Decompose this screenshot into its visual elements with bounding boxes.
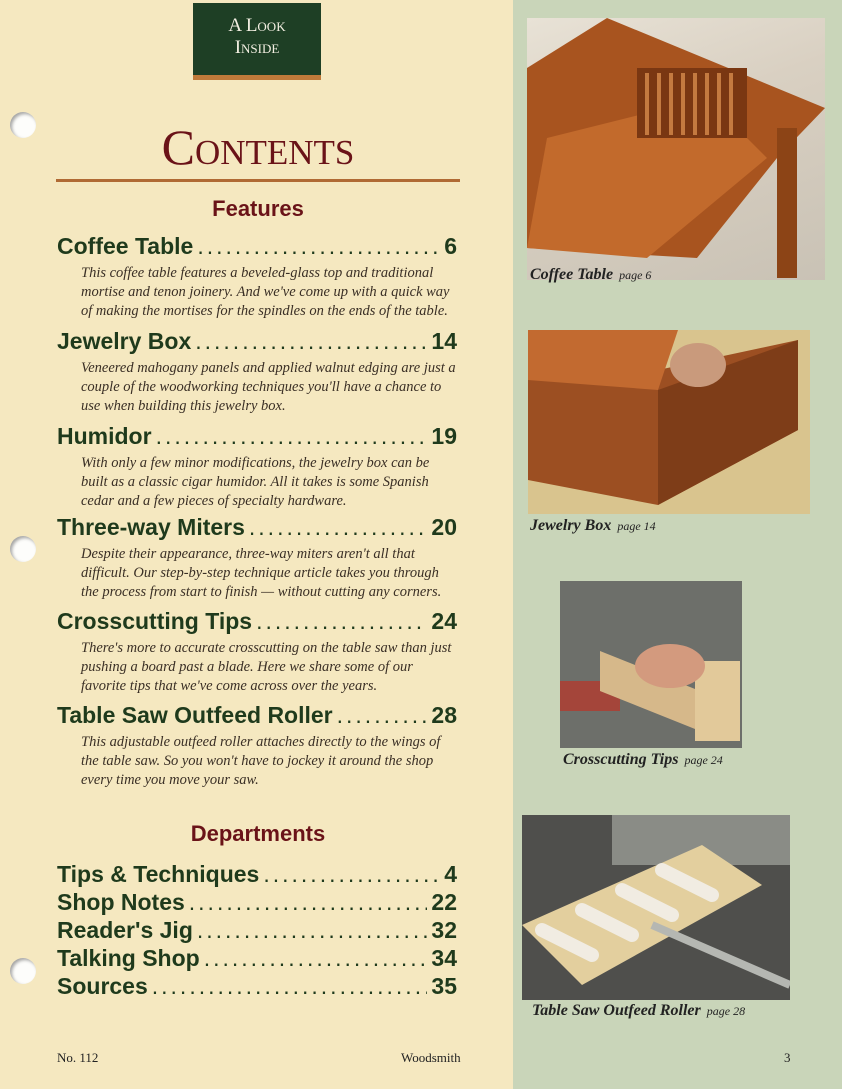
photo-caption bbox=[530, 517, 656, 535]
feature-entry[interactable] bbox=[57, 232, 457, 321]
caption-page: page 14 bbox=[617, 519, 656, 533]
title-divider bbox=[56, 179, 460, 182]
dot-leader bbox=[195, 327, 427, 355]
entry-page: 22 bbox=[431, 889, 457, 915]
department-entry[interactable] bbox=[57, 916, 457, 944]
badge-line: A Look bbox=[228, 15, 286, 36]
entry-page: 34 bbox=[431, 945, 457, 971]
caption-title: Table Saw Outfeed Roller bbox=[532, 1002, 701, 1019]
entry-page: 35 bbox=[431, 973, 457, 999]
entry-title: Humidor bbox=[57, 423, 152, 449]
caption-page: page 6 bbox=[619, 268, 652, 282]
badge-line: Inside bbox=[234, 37, 280, 58]
entry-title: Shop Notes bbox=[57, 889, 185, 915]
entry-description: This adjustable outfeed roller attaches directly to the wings of the table saw. So you won't have to jockey it around the shop every time you move your saw. bbox=[81, 734, 441, 788]
caption-page: page 28 bbox=[706, 1004, 746, 1018]
departments-list bbox=[57, 860, 457, 1000]
crosscutting-tips-photo bbox=[560, 581, 742, 748]
feature-entry[interactable] bbox=[57, 701, 457, 790]
photo-caption bbox=[563, 751, 723, 769]
entry-page: 28 bbox=[431, 702, 457, 728]
features-heading: Features bbox=[212, 196, 304, 221]
photo-caption bbox=[532, 1002, 745, 1020]
dot-leader bbox=[256, 607, 427, 635]
entry-title: Tips & Techniques bbox=[57, 861, 260, 887]
page-number: 3 bbox=[784, 1050, 791, 1065]
photo-caption bbox=[530, 266, 651, 284]
entry-title: Coffee Table bbox=[57, 233, 194, 259]
entry-page: 6 bbox=[444, 233, 457, 259]
feature-entry[interactable] bbox=[57, 422, 457, 511]
caption-page: page 24 bbox=[684, 753, 723, 767]
department-entry[interactable] bbox=[57, 972, 457, 1000]
caption-title: Crosscutting Tips bbox=[563, 751, 679, 768]
dot-leader bbox=[204, 944, 428, 972]
entry-description: With only a few minor modifications, the jewelry box can be built as a classic cigar humidor. All it takes is some Spanish cedar and a few pieces of specialty hardware. bbox=[81, 455, 430, 509]
dot-leader bbox=[152, 972, 428, 1000]
entry-title: Three-way Miters bbox=[57, 514, 245, 540]
entry-page: 19 bbox=[431, 423, 457, 449]
entry-page: 20 bbox=[431, 514, 457, 540]
department-entry[interactable] bbox=[57, 888, 457, 916]
entry-description: This coffee table features a beveled-glass top and traditional mortise and tenon joinery. And we've come up with a quick way of making the mortises for the spindles on the ends of the table. bbox=[81, 265, 450, 319]
department-entry[interactable] bbox=[57, 860, 457, 888]
binder-hole bbox=[10, 958, 36, 984]
outfeed-roller-photo bbox=[522, 815, 790, 1000]
feature-entry[interactable] bbox=[57, 327, 457, 416]
caption-title: Jewelry Box bbox=[530, 517, 612, 534]
entry-title: Reader's Jig bbox=[57, 917, 193, 943]
feature-entry[interactable] bbox=[57, 513, 457, 602]
dot-leader bbox=[337, 701, 428, 729]
entry-title: Crosscutting Tips bbox=[57, 608, 253, 634]
departments-heading: Departments bbox=[190, 821, 326, 846]
entry-title: Jewelry Box bbox=[57, 328, 192, 354]
entry-page: 14 bbox=[431, 328, 457, 354]
entry-description: Despite their appearance, three-way miters aren't all that difficult. Our step-by-step technique article takes you through the process from start to finish — without cutting any corners. bbox=[81, 546, 442, 600]
entry-description: There's more to accurate crosscutting on the table saw than just pushing a board past a blade. Here we share some of our favorite tips that we've come across over the years. bbox=[81, 640, 452, 694]
issue-number: No. 112 bbox=[57, 1050, 99, 1065]
dot-leader bbox=[197, 916, 428, 944]
coffee-table-photo bbox=[527, 18, 825, 280]
feature-entry[interactable] bbox=[57, 607, 457, 696]
binder-hole bbox=[10, 536, 36, 562]
magazine-name: Woodsmith bbox=[401, 1050, 461, 1065]
dot-leader bbox=[156, 422, 428, 450]
caption-title: Coffee Table bbox=[530, 266, 614, 283]
entry-title: Talking Shop bbox=[57, 945, 200, 971]
department-entry[interactable] bbox=[57, 944, 457, 972]
entry-title: Table Saw Outfeed Roller bbox=[57, 702, 333, 728]
entry-description: Veneered mahogany panels and applied walnut edging are just a couple of the woodworking techniques you'll have a chance to use when building this jewelry box. bbox=[81, 360, 456, 414]
dot-leader bbox=[189, 888, 428, 916]
entry-page: 24 bbox=[431, 608, 457, 634]
page-title: Contents bbox=[161, 119, 355, 175]
binder-hole bbox=[10, 112, 36, 138]
dot-leader bbox=[263, 860, 440, 888]
a-look-inside-badge bbox=[193, 3, 321, 80]
entry-page: 32 bbox=[431, 917, 457, 943]
entry-page: 4 bbox=[444, 861, 457, 887]
entry-title: Sources bbox=[57, 973, 148, 999]
jewelry-box-photo bbox=[528, 330, 810, 514]
dot-leader bbox=[249, 513, 428, 541]
dot-leader bbox=[197, 232, 440, 260]
